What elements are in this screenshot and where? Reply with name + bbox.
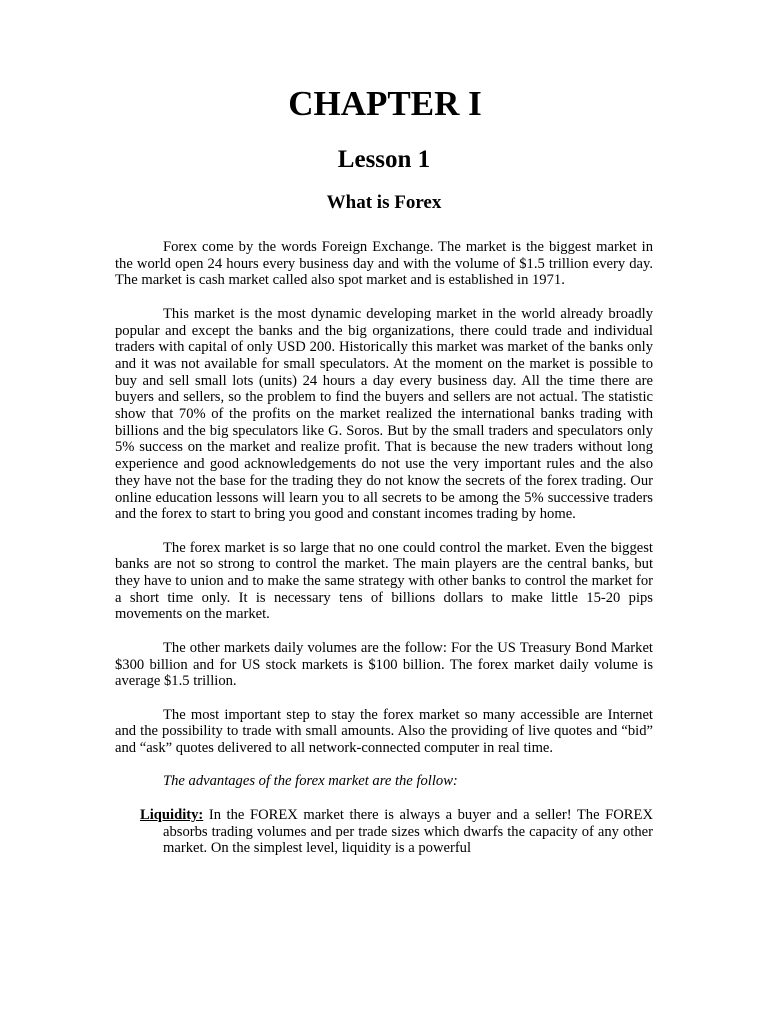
advantages-intro: The advantages of the forex market are the follow:: [163, 773, 458, 790]
liquidity-item: [140, 807, 653, 857]
chapter-title: CHAPTER I: [288, 84, 482, 123]
paragraph-market-dynamics: This market is the most dynamic developing market in the world already broadly popular and except the banks and the big organizations, there could trade and individual traders with capital of only USD 200. Historically this market was market of the banks only and it was not available for small speculators. At the moment on the market is possible to buy and sell small lots (units) 24 hours a day every business day. All the time there are buyers and sellers, so the problem to find the buyers and sellers are not actual. The statistic show that 70% of the profits on the market realized the international banks trading with billions and the big speculators like G. Soros. But by the small traders and speculators only 5% success on the market and realize profit. That is because the new traders without long experience and good acknowledgements do not use the very important rules and the also they have not the base for the trading they do not know the secrets of the forex trading. Our online education lessons will learn you to all secrets to be among the 5% successive traders and the forex to start to bring you good and constant incomes trading by home.: [115, 305, 653, 523]
paragraph-accessibility: The most important step to stay the forex market so many accessible are Internet and the possibility to trade with small amounts. Also the providing of live quotes and “bid” and “ask” quotes delivered to all network-connected computer in real time.: [115, 706, 653, 757]
section-subtitle: What is Forex: [326, 192, 442, 213]
paragraph-intro: Forex come by the words Foreign Exchange. The market is the biggest market in the world open 24 hours every business day and with the volume of $1.5 trillion every day. The market is cash market called also spot market and is established in 1971.: [115, 239, 653, 289]
document-page: [115, 80, 653, 857]
paragraph-market-size: The forex market is so large that no one could control the market. Even the biggest banks are not so strong to control the market. The main players are the central banks, but they have to union and to make the same strategy with other banks to control the market for a short time only. It is necessary tens of billions dollars to make little 15-20 pips movements on the market.: [115, 539, 653, 623]
liquidity-term: Liquidity:: [140, 806, 204, 823]
paragraph-daily-volumes: The other markets daily volumes are the follow: For the US Treasury Bond Market $300 billion and for US stock markets is $100 billion. The forex market daily volume is average $1.5 trillion.: [115, 639, 653, 690]
lesson-title: Lesson 1: [337, 146, 431, 173]
liquidity-text: In the FOREX market there is always a buyer and a seller! The FOREX absorbs trading volumes and per trade sizes which dwarfs the capacity of any other market. On the simplest level, liquidity is a powerful: [163, 806, 653, 857]
